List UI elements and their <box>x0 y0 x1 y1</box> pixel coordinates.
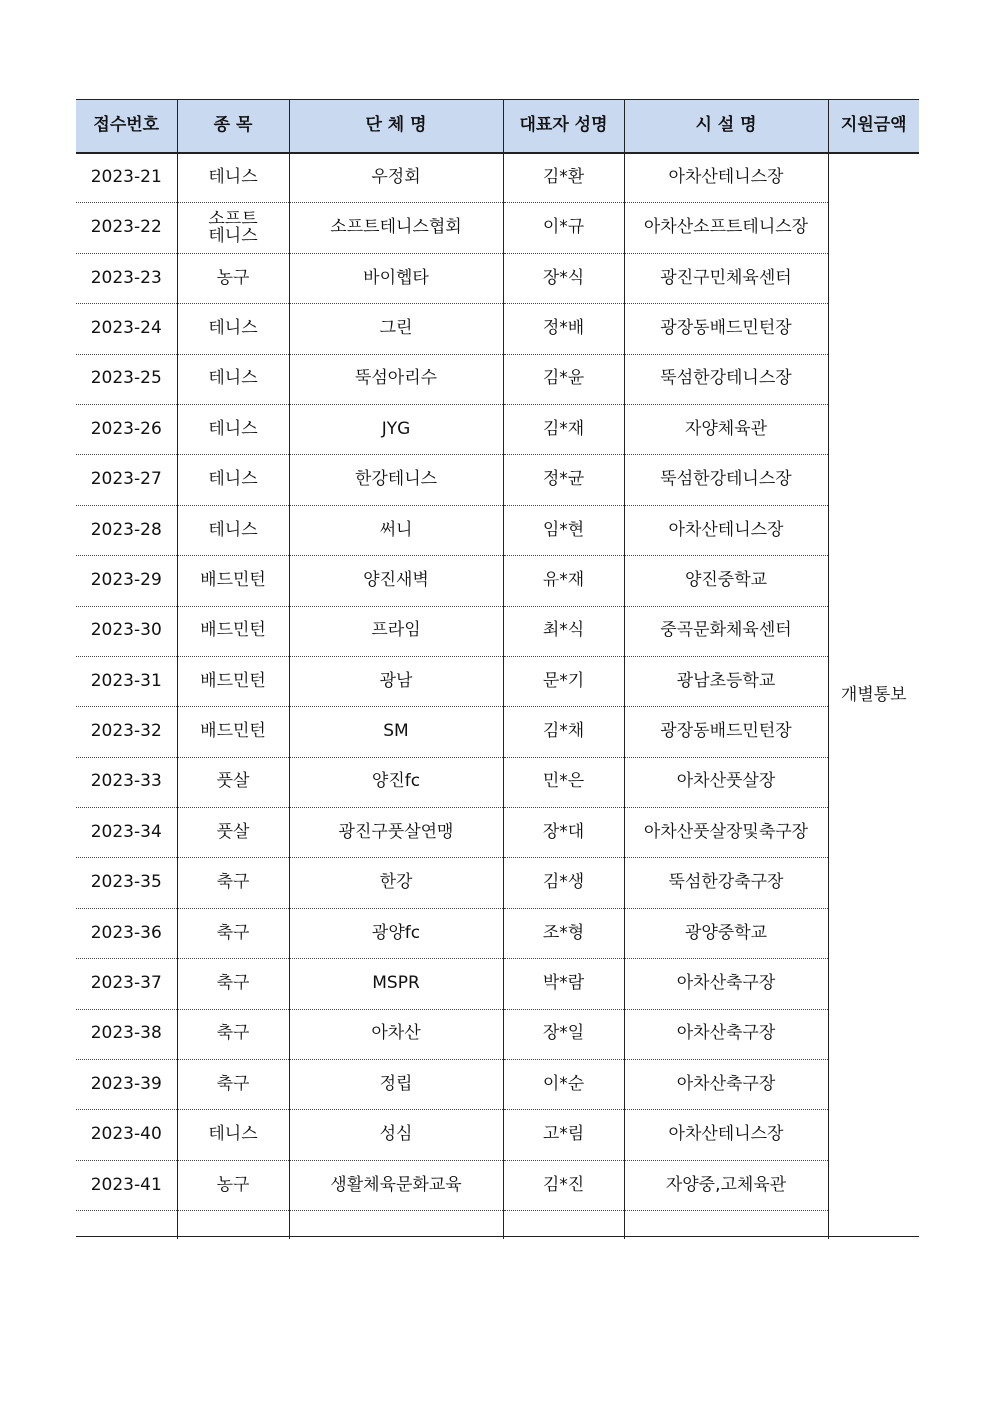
cell-sport: 테니스 <box>177 1110 289 1160</box>
cell-team-name: MSPR <box>289 959 503 1009</box>
cell-sport: 테니스 <box>177 404 289 454</box>
cell-representative: 김*생 <box>503 858 624 908</box>
table-row <box>76 354 919 404</box>
cell-sport: 축구 <box>177 1009 289 1059</box>
header-receipt-number: 접수번호 <box>76 100 177 153</box>
cell-representative: 유*재 <box>503 556 624 606</box>
table-row <box>76 455 919 505</box>
cell-facility: 아차산축구장 <box>624 959 828 1009</box>
cell-sport: 테니스 <box>177 354 289 404</box>
cell-sport: 축구 <box>177 858 289 908</box>
cell-team-name: SM <box>289 707 503 757</box>
cell-team-name: JYG <box>289 404 503 454</box>
cell-sport: 축구 <box>177 908 289 958</box>
cell-receipt-number: 2023-32 <box>76 707 177 757</box>
cell-representative: 장*식 <box>503 253 624 303</box>
cell-sport: 풋살 <box>177 808 289 858</box>
cell-facility: 아차산테니스장 <box>624 1110 828 1160</box>
cell-receipt-number: 2023-29 <box>76 556 177 606</box>
cell-team-name: 광남 <box>289 656 503 706</box>
cell-receipt-number: 2023-33 <box>76 757 177 807</box>
empty-cell <box>624 1211 828 1239</box>
cell-team-name: 생활체육문화교육 <box>289 1160 503 1210</box>
cell-representative: 김*재 <box>503 404 624 454</box>
cell-representative: 문*기 <box>503 656 624 706</box>
table-row <box>76 304 919 354</box>
cell-sport: 축구 <box>177 959 289 1009</box>
cell-representative: 최*식 <box>503 606 624 656</box>
table-spacer-row <box>76 1211 919 1239</box>
cell-sport: 배드민턴 <box>177 656 289 706</box>
cell-sport: 농구 <box>177 253 289 303</box>
table-row <box>76 908 919 958</box>
cell-team-name: 바이헵타 <box>289 253 503 303</box>
table-row <box>76 253 919 303</box>
cell-facility: 아차산테니스장 <box>624 505 828 555</box>
cell-receipt-number: 2023-35 <box>76 858 177 908</box>
cell-facility: 아차산축구장 <box>624 1009 828 1059</box>
cell-team-name: 한강테니스 <box>289 455 503 505</box>
cell-sport: 풋살 <box>177 757 289 807</box>
cell-sport: 배드민턴 <box>177 556 289 606</box>
cell-receipt-number: 2023-28 <box>76 505 177 555</box>
cell-team-name: 정립 <box>289 1060 503 1110</box>
cell-team-name: 우정회 <box>289 153 503 203</box>
cell-facility: 아차산축구장 <box>624 1060 828 1110</box>
cell-representative: 민*은 <box>503 757 624 807</box>
cell-team-name: 뚝섬아리수 <box>289 354 503 404</box>
cell-facility: 광양중학교 <box>624 908 828 958</box>
cell-team-name: 아차산 <box>289 1009 503 1059</box>
table-row <box>76 404 919 454</box>
cell-facility: 양진중학교 <box>624 556 828 606</box>
cell-facility: 아차산소프트테니스장 <box>624 203 828 253</box>
cell-facility: 광진구민체육센터 <box>624 253 828 303</box>
table-row <box>76 606 919 656</box>
table-header-row <box>76 100 919 153</box>
cell-receipt-number: 2023-30 <box>76 606 177 656</box>
cell-receipt-number: 2023-39 <box>76 1060 177 1110</box>
support-table <box>76 99 919 1239</box>
table-row <box>76 1009 919 1059</box>
header-sport: 종 목 <box>177 100 289 153</box>
cell-team-name: 써니 <box>289 505 503 555</box>
cell-representative: 김*진 <box>503 1160 624 1210</box>
cell-team-name: 성심 <box>289 1110 503 1160</box>
cell-facility: 뚝섬한강축구장 <box>624 858 828 908</box>
header-facility: 시 설 명 <box>624 100 828 153</box>
cell-representative: 김*윤 <box>503 354 624 404</box>
cell-receipt-number: 2023-24 <box>76 304 177 354</box>
cell-sport <box>177 203 289 253</box>
header-representative: 대표자 성명 <box>503 100 624 153</box>
cell-sport: 테니스 <box>177 304 289 354</box>
table-row <box>76 757 919 807</box>
cell-team-name: 광진구풋살연맹 <box>289 808 503 858</box>
table-row <box>76 959 919 1009</box>
cell-sport: 농구 <box>177 1160 289 1210</box>
cell-receipt-number: 2023-34 <box>76 808 177 858</box>
cell-facility: 광장동배드민턴장 <box>624 304 828 354</box>
table-row <box>76 808 919 858</box>
header-team-name: 단 체 명 <box>289 100 503 153</box>
table-row <box>76 203 919 253</box>
cell-sport: 축구 <box>177 1060 289 1110</box>
cell-receipt-number: 2023-26 <box>76 404 177 454</box>
table-row <box>76 1110 919 1160</box>
cell-representative: 임*현 <box>503 505 624 555</box>
cell-facility: 아차산풋살장 <box>624 757 828 807</box>
cell-receipt-number: 2023-41 <box>76 1160 177 1210</box>
table-row <box>76 858 919 908</box>
cell-facility: 중곡문화체육센터 <box>624 606 828 656</box>
empty-cell <box>177 1211 289 1239</box>
table-row <box>76 1060 919 1110</box>
cell-representative: 김*채 <box>503 707 624 757</box>
cell-sport: 테니스 <box>177 153 289 203</box>
table-bottom-border <box>76 1236 919 1237</box>
cell-sport: 테니스 <box>177 455 289 505</box>
cell-sport-text: 소프트 테니스 <box>208 208 258 246</box>
cell-team-name: 소프트테니스협회 <box>289 203 503 253</box>
table-row <box>76 505 919 555</box>
cell-facility: 광남초등학교 <box>624 656 828 706</box>
cell-sport: 배드민턴 <box>177 707 289 757</box>
cell-receipt-number: 2023-36 <box>76 908 177 958</box>
cell-representative: 정*배 <box>503 304 624 354</box>
empty-cell <box>76 1211 177 1239</box>
table-row <box>76 153 919 203</box>
table-body <box>76 153 919 1239</box>
cell-team-name: 프라임 <box>289 606 503 656</box>
empty-cell <box>289 1211 503 1239</box>
header-support-amount: 지원금액 <box>828 100 919 153</box>
table-row <box>76 556 919 606</box>
cell-representative: 조*형 <box>503 908 624 958</box>
cell-representative: 고*림 <box>503 1110 624 1160</box>
cell-receipt-number: 2023-21 <box>76 153 177 203</box>
cell-facility: 아차산풋살장및축구장 <box>624 808 828 858</box>
cell-team-name: 한강 <box>289 858 503 908</box>
cell-team-name: 그린 <box>289 304 503 354</box>
table-row <box>76 707 919 757</box>
cell-representative: 김*환 <box>503 153 624 203</box>
cell-facility: 뚝섬한강테니스장 <box>624 354 828 404</box>
cell-team-name: 양진fc <box>289 757 503 807</box>
cell-receipt-number: 2023-22 <box>76 203 177 253</box>
cell-representative: 장*대 <box>503 808 624 858</box>
cell-support-amount: 개별통보 <box>828 153 919 1239</box>
cell-facility: 자양중,고체육관 <box>624 1160 828 1210</box>
cell-facility: 광장동배드민턴장 <box>624 707 828 757</box>
cell-receipt-number: 2023-25 <box>76 354 177 404</box>
cell-receipt-number: 2023-23 <box>76 253 177 303</box>
cell-representative: 장*일 <box>503 1009 624 1059</box>
cell-receipt-number: 2023-31 <box>76 656 177 706</box>
cell-representative: 이*순 <box>503 1060 624 1110</box>
cell-team-name: 광양fc <box>289 908 503 958</box>
cell-facility: 자양체육관 <box>624 404 828 454</box>
cell-sport: 배드민턴 <box>177 606 289 656</box>
cell-team-name: 양진새벽 <box>289 556 503 606</box>
cell-facility: 뚝섬한강테니스장 <box>624 455 828 505</box>
cell-receipt-number: 2023-38 <box>76 1009 177 1059</box>
cell-receipt-number: 2023-40 <box>76 1110 177 1160</box>
table-row <box>76 656 919 706</box>
table-row <box>76 1160 919 1210</box>
cell-representative: 정*균 <box>503 455 624 505</box>
cell-representative: 박*람 <box>503 959 624 1009</box>
cell-facility: 아차산테니스장 <box>624 153 828 203</box>
empty-cell <box>503 1211 624 1239</box>
cell-receipt-number: 2023-27 <box>76 455 177 505</box>
cell-receipt-number: 2023-37 <box>76 959 177 1009</box>
cell-sport: 테니스 <box>177 505 289 555</box>
cell-representative: 이*규 <box>503 203 624 253</box>
